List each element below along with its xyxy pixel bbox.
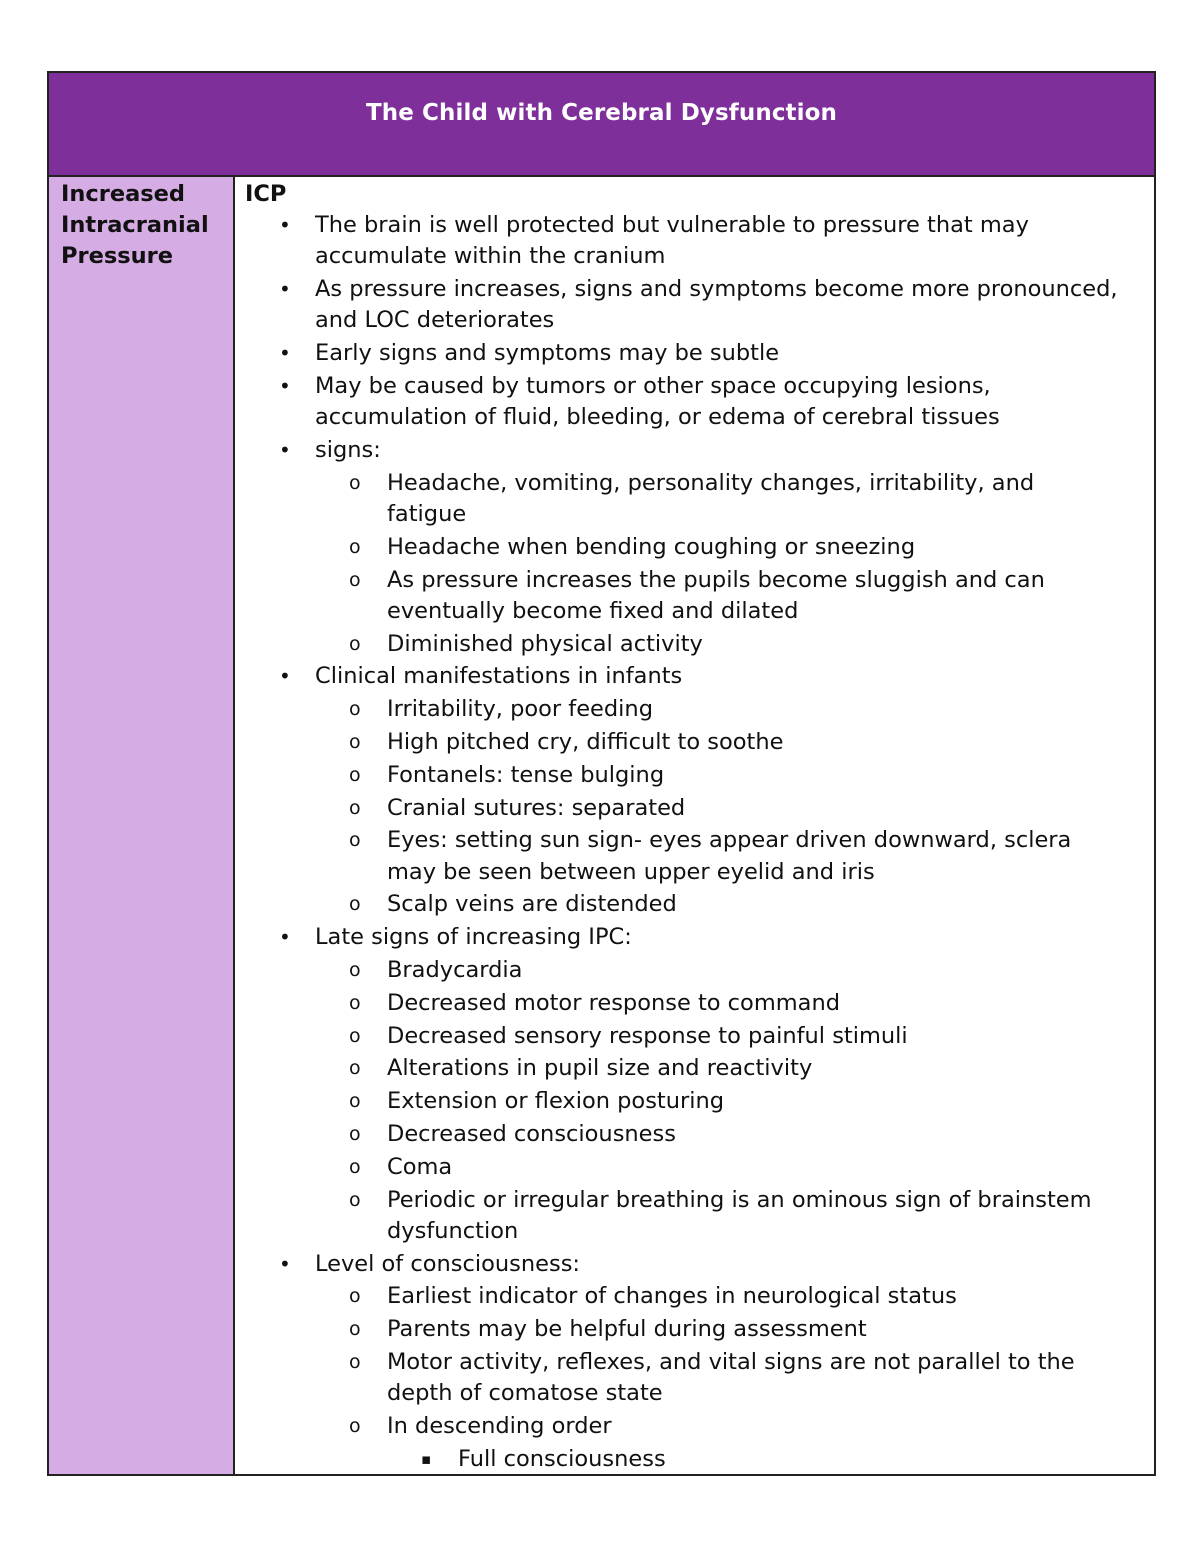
- sub-list-item: o Fontanels: tense bulging: [245, 760, 1154, 791]
- list-item: • The brain is well protected but vulnerable to pressure that may accumulate within the cranium: [279, 212, 1029, 270]
- list-item: • Late signs of increasing IPC: o Bradycardia o Decreased motor response to command o Decreased sensory response to painful stimuli o Alterations in pupil size and reactivity o Extension or flexion posturing o Decreased consciousness o Coma o Periodic or irregular breathing is an ominous sign of brainstem dysfunction: [245, 922, 1154, 1247]
- circle-marker: o: [349, 1090, 361, 1113]
- list-item: • Early signs and symptoms may be subtle: [245, 338, 1154, 369]
- sub-list-item: o Periodic or irregular breathing is an ominous sign of brainstem dysfunction: [349, 1186, 1092, 1244]
- list-item: • As pressure increases, signs and symptoms become more pronounced, and LOC deteriorates: [279, 276, 1118, 334]
- bullet-marker: •: [279, 1251, 291, 1276]
- list-item: • Clinical manifestations in infants o Irritability, poor feeding o High pitched cry, difficult to soothe o Fontanels: tense bulging o Cranial sutures: separated o Eyes: setting sun sign- eyes appear driven downward, sclera may be seen between upper eyelid and iris o Scalp veins are distended: [245, 661, 1154, 920]
- circle-marker: o: [349, 829, 361, 852]
- circle-marker: o: [349, 1318, 361, 1341]
- bullet-marker: •: [279, 277, 291, 302]
- circle-marker: o: [349, 1122, 361, 1145]
- sub-list-item: o Irritability, poor feeding: [245, 694, 1154, 725]
- sub-list-item: o Parents may be helpful during assessment: [245, 1314, 1154, 1345]
- content-column: [235, 177, 1154, 1474]
- sub-list-item: o Headache, vomiting, personality changes, irritability, and fatigue: [349, 469, 1035, 527]
- sub-sub-list-item: ▪ Full consciousness: [245, 1444, 1154, 1474]
- sub-sub-list: [387, 1444, 1154, 1474]
- bullet-marker: •: [279, 438, 291, 462]
- sub-list-item: o In descending order ▪ Full consciousness: [245, 1411, 1154, 1474]
- sub-list-item: o Headache when bending coughing or sneezing: [245, 532, 1154, 563]
- sub-list-item: o Alterations in pupil size and reactivity: [245, 1053, 1154, 1084]
- circle-marker: o: [349, 796, 361, 819]
- square-marker: ▪: [421, 1449, 432, 1468]
- sub-list-item: o As pressure increases the pupils become sluggish and can eventually become fixed and dilated: [349, 566, 1045, 624]
- circle-marker: o: [349, 1350, 361, 1373]
- document-title: The Child with Cerebral Dysfunction: [365, 100, 838, 126]
- circle-marker: o: [349, 1414, 361, 1437]
- bullet-marker: •: [279, 925, 291, 950]
- sub-list: [315, 1281, 1154, 1474]
- sub-list-item: o Motor activity, reflexes, and vital signs are not parallel to the depth of comatose state: [349, 1348, 1075, 1407]
- sub-list-item: o Earliest indicator of changes in neurological status: [245, 1281, 1154, 1312]
- bullet-list: [245, 210, 1154, 1474]
- topic-line: Intracranial: [61, 212, 209, 238]
- content-body: [235, 177, 1154, 1474]
- circle-marker: o: [349, 1155, 361, 1178]
- circle-marker: o: [349, 1024, 361, 1047]
- sub-list-item: o Cranial sutures: separated: [245, 793, 1154, 824]
- circle-marker: o: [349, 471, 361, 494]
- circle-marker: o: [349, 698, 361, 721]
- circle-marker: o: [349, 893, 361, 916]
- list-item: • Level of consciousness: o Earliest indicator of changes in neurological status o Parents may be helpful during assessment o Motor activity, reflexes, and vital signs are not parallel to the depth of comatose state o In descending order ▪ Full consciousness: [245, 1249, 1154, 1474]
- sub-list-item: o Diminished physical activity: [245, 629, 1154, 660]
- sub-list-item: o Decreased sensory response to painful stimuli: [245, 1021, 1154, 1052]
- circle-marker: o: [349, 1057, 361, 1080]
- sub-list-item: o High pitched cry, difficult to soothe: [245, 727, 1154, 758]
- sub-list-item: o Decreased motor response to command: [245, 988, 1154, 1019]
- bullet-marker: •: [279, 341, 291, 366]
- bullet-marker: •: [279, 374, 291, 398]
- bullet-marker: •: [279, 213, 291, 238]
- list-item: • May be caused by tumors or other space occupying lesions, accumulation of fluid, bleeding, or edema of cerebral tissues: [279, 373, 1000, 431]
- circle-marker: o: [349, 958, 361, 981]
- topic-label: [49, 177, 233, 272]
- title-bar: [49, 73, 1154, 177]
- circle-marker: o: [349, 535, 361, 558]
- bullet-marker: •: [279, 664, 291, 689]
- notes-table: [47, 71, 1156, 1476]
- circle-marker: o: [349, 730, 361, 753]
- sub-list-item: o Extension or flexion posturing: [245, 1086, 1154, 1117]
- circle-marker: o: [349, 1188, 361, 1211]
- circle-marker: o: [349, 1285, 361, 1308]
- sub-list: [315, 468, 1154, 660]
- circle-marker: o: [349, 763, 361, 786]
- sub-list-item: o Scalp veins are distended: [245, 889, 1154, 920]
- sub-list-item: o Decreased consciousness: [245, 1119, 1154, 1150]
- list-item: • signs: o Headache, vomiting, personality changes, irritability, and fatigue o Headache when bending coughing or sneezing o As pressure increases the pupils become sluggish and can eventually become fixed and dilated o Diminished physical activity: [245, 435, 1154, 660]
- topic-line: Pressure: [61, 243, 174, 269]
- sub-list: [315, 694, 1154, 920]
- sub-list: [315, 955, 1154, 1247]
- section-heading: ICP: [245, 181, 287, 207]
- circle-marker: o: [349, 991, 361, 1014]
- topic-column: [49, 177, 235, 1474]
- sub-list-item: o Bradycardia: [245, 955, 1154, 986]
- sub-list-item: o Coma: [245, 1152, 1154, 1183]
- sub-list-item: o Eyes: setting sun sign- eyes appear driven downward, sclera may be seen between upper eyelid and iris: [349, 827, 1072, 885]
- topic-line: Increased: [61, 181, 186, 207]
- circle-marker: o: [349, 632, 361, 655]
- circle-marker: o: [349, 568, 361, 591]
